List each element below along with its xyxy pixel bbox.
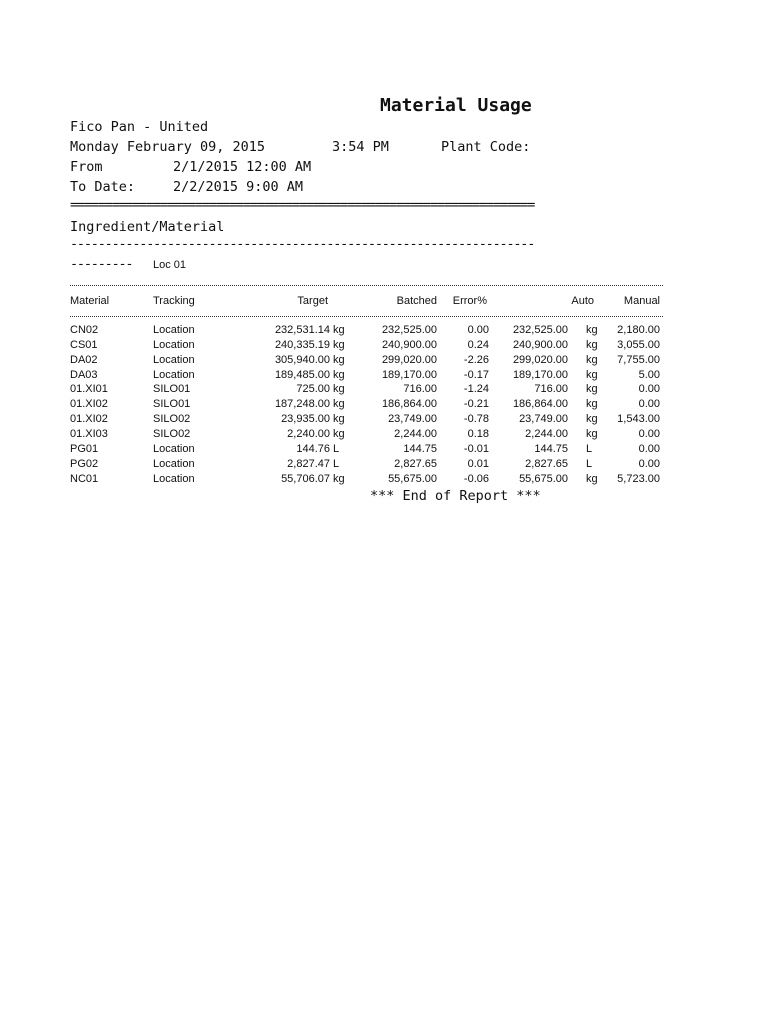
cell-target: 187,248.00 <box>274 398 330 411</box>
table-row <box>0 413 768 428</box>
table-row <box>0 339 768 354</box>
cell-error: 0.01 <box>467 457 489 470</box>
cell-auto-unit: kg <box>586 383 598 396</box>
cell-auto: 2,244.00 <box>525 427 568 440</box>
loc-dashes: --------- <box>70 256 133 272</box>
table-row <box>0 473 768 488</box>
header-manual: Manual <box>623 295 660 307</box>
cell-error: -0.21 <box>463 398 489 411</box>
cell-auto: 189,170.00 <box>512 368 568 381</box>
cell-manual: 5.00 <box>638 368 660 381</box>
cell-target-unit: kg <box>333 324 345 336</box>
cell-batched: 23,749.00 <box>388 413 437 426</box>
cell-batched: 232,525.00 <box>381 324 437 336</box>
cell-target: 144.76 <box>296 442 330 455</box>
cell-target: 2,240.00 <box>287 427 330 440</box>
cell-tracking: Location <box>153 338 195 351</box>
cell-error: -0.01 <box>463 442 489 455</box>
cell-error: -0.78 <box>463 413 489 426</box>
single-rule: ------------------------------------------------------------------- <box>70 236 535 252</box>
cell-tracking: SILO02 <box>153 413 191 426</box>
cell-auto: 2,827.65 <box>525 457 568 470</box>
table-row <box>0 398 768 413</box>
cell-target: 2,827.47 <box>287 457 330 470</box>
cell-auto: 144.75 <box>534 442 568 455</box>
cell-material: CS01 <box>70 338 98 351</box>
cell-error: -2.26 <box>463 353 489 366</box>
report-time: 3:54 PM <box>332 139 389 155</box>
cell-material: 01.XI01 <box>70 383 108 396</box>
cell-error: -0.06 <box>463 472 489 485</box>
cell-material: PG01 <box>70 442 99 455</box>
cell-target-unit: kg <box>333 338 345 351</box>
cell-target-unit: kg <box>333 383 345 396</box>
section-heading: Ingredient/Material <box>70 219 225 235</box>
cell-tracking: SILO01 <box>153 398 191 411</box>
header-auto: Auto <box>571 295 594 307</box>
cell-batched: 2,244.00 <box>394 427 437 440</box>
table-row <box>0 324 768 339</box>
cell-target-unit: kg <box>333 398 345 411</box>
cell-tracking: Location <box>153 472 195 485</box>
header-material: Material <box>70 295 110 307</box>
from-label: From <box>70 159 103 175</box>
cell-batched: 144.75 <box>403 442 437 455</box>
cell-target: 240,335.19 <box>274 338 330 351</box>
cell-batched: 716.00 <box>403 383 437 396</box>
cell-target-unit: L <box>333 442 340 455</box>
cell-target-unit: kg <box>333 368 345 381</box>
dotted-divider-bottom <box>70 316 663 317</box>
cell-error: -0.17 <box>463 368 489 381</box>
cell-auto-unit: kg <box>586 353 598 366</box>
cell-tracking: Location <box>153 368 195 381</box>
table-row <box>0 354 768 369</box>
cell-auto-unit: kg <box>586 413 598 426</box>
cell-target: 305,940.00 <box>274 353 330 366</box>
cell-tracking: Location <box>153 442 195 455</box>
cell-auto-unit: L <box>586 457 593 470</box>
cell-auto-unit: kg <box>586 368 598 381</box>
cell-target: 232,531.14 <box>274 324 330 336</box>
cell-target: 189,485.00 <box>274 368 330 381</box>
cell-batched: 2,827.65 <box>394 457 437 470</box>
table-row <box>0 443 768 458</box>
cell-material: CN02 <box>70 324 99 336</box>
cell-target-unit: kg <box>333 427 345 440</box>
table-row <box>0 458 768 473</box>
table-row <box>0 428 768 443</box>
cell-manual: 5,723.00 <box>617 472 660 485</box>
cell-batched: 55,675.00 <box>388 472 437 485</box>
cell-manual: 0.00 <box>638 442 660 455</box>
cell-material: PG02 <box>70 457 99 470</box>
cell-target: 55,706.07 <box>281 472 330 485</box>
cell-target-unit: kg <box>333 353 345 366</box>
cell-tracking: Location <box>153 324 195 336</box>
cell-auto: 23,749.00 <box>519 413 568 426</box>
cell-error: 0.00 <box>467 324 489 336</box>
to-date-label: To Date: <box>70 179 136 195</box>
cell-manual: 0.00 <box>638 427 660 440</box>
cell-target-unit: kg <box>333 413 345 426</box>
cell-auto: 55,675.00 <box>519 472 568 485</box>
cell-tracking: SILO02 <box>153 427 191 440</box>
cell-tracking: SILO01 <box>153 383 191 396</box>
cell-target: 23,935.00 <box>281 413 330 426</box>
end-of-report: *** End of Report *** <box>370 488 541 504</box>
double-rule: =================================================================== <box>70 197 535 213</box>
cell-auto: 186,864.00 <box>512 398 568 411</box>
cell-manual: 3,055.00 <box>617 338 660 351</box>
cell-auto-unit: kg <box>586 472 598 485</box>
cell-auto-unit: kg <box>586 427 598 440</box>
report-date: Monday February 09, 2015 <box>70 139 266 155</box>
cell-batched: 186,864.00 <box>381 398 437 411</box>
table-row <box>0 383 768 398</box>
cell-tracking: Location <box>153 457 195 470</box>
loc-label: Loc 01 <box>153 259 187 271</box>
cell-tracking: Location <box>153 353 195 366</box>
cell-batched: 189,170.00 <box>381 368 437 381</box>
plant-code-label: Plant Code: <box>441 139 531 155</box>
cell-batched: 240,900.00 <box>381 338 437 351</box>
cell-material: DA03 <box>70 368 98 381</box>
cell-auto: 716.00 <box>534 383 568 396</box>
cell-material: 01.XI02 <box>70 398 108 411</box>
cell-manual: 1,543.00 <box>617 413 660 426</box>
cell-material: 01.XI03 <box>70 427 108 440</box>
cell-auto-unit: L <box>586 442 593 455</box>
cell-error: -1.24 <box>463 383 489 396</box>
cell-material: DA02 <box>70 353 98 366</box>
cell-auto-unit: kg <box>586 324 598 336</box>
cell-manual: 7,755.00 <box>617 353 660 366</box>
header-target: Target <box>297 295 328 307</box>
dotted-divider-top <box>70 285 663 286</box>
company-name: Fico Pan - United <box>70 119 209 135</box>
cell-material: NC01 <box>70 472 99 485</box>
table-row <box>0 369 768 384</box>
cell-target-unit: kg <box>333 472 345 485</box>
header-batched: Batched <box>396 295 437 307</box>
cell-material: 01.XI02 <box>70 413 108 426</box>
cell-manual: 0.00 <box>638 383 660 396</box>
cell-error: 0.18 <box>467 427 489 440</box>
cell-manual: 0.00 <box>638 457 660 470</box>
cell-target-unit: L <box>333 457 340 470</box>
cell-batched: 299,020.00 <box>381 353 437 366</box>
cell-manual: 0.00 <box>638 398 660 411</box>
cell-target: 725.00 <box>296 383 330 396</box>
cell-auto: 240,900.00 <box>512 338 568 351</box>
cell-auto-unit: kg <box>586 338 598 351</box>
header-tracking: Tracking <box>153 295 195 307</box>
from-value: 2/1/2015 12:00 AM <box>173 159 312 175</box>
cell-auto: 232,525.00 <box>512 324 568 336</box>
report-title: Material Usage <box>380 95 532 116</box>
cell-auto-unit: kg <box>586 398 598 411</box>
to-date-value: 2/2/2015 9:00 AM <box>173 179 304 195</box>
header-error: Error% <box>452 295 487 307</box>
cell-auto: 299,020.00 <box>512 353 568 366</box>
cell-manual: 2,180.00 <box>617 324 660 336</box>
cell-error: 0.24 <box>467 338 489 351</box>
